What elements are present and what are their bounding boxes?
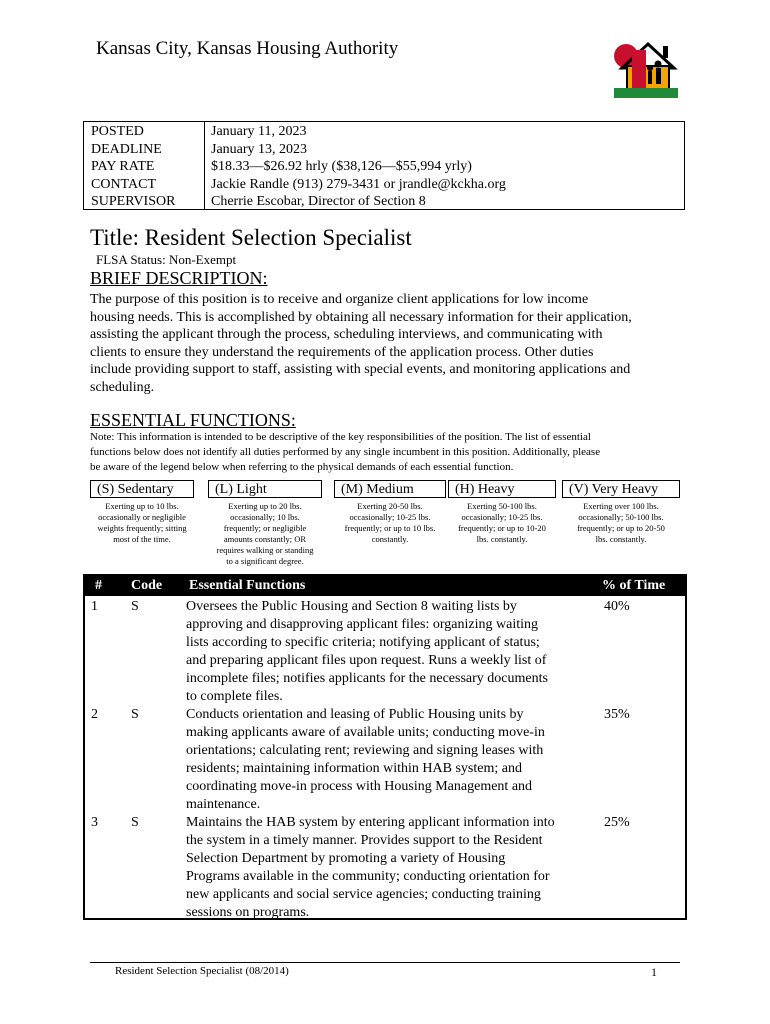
organization-name: Kansas City, Kansas Housing Authority	[96, 38, 399, 59]
legend-heavy	[448, 480, 556, 545]
header-code: Code	[131, 578, 163, 593]
value-contact: Jackie Randle (913) 279-3431 or jrandle@kckha.org	[211, 176, 506, 192]
info-divider	[204, 122, 205, 209]
job-info-box	[83, 121, 685, 210]
legend-desc-line: weights frequently; sitting	[97, 523, 187, 533]
legend-desc	[334, 501, 446, 545]
legend-desc-line: constantly.	[371, 534, 409, 544]
legend-label: (S) Sedentary	[90, 480, 194, 498]
flsa-status: FLSA Status: Non-Exempt	[96, 252, 237, 267]
legend-label: (H) Heavy	[448, 480, 556, 498]
note-line: Note: This information is intended to be descriptive of the key responsibilities of the position. The list of essential	[90, 431, 591, 443]
desc-line: making applicants aware of available units; conducting move-in	[186, 725, 545, 740]
essential-note	[90, 430, 690, 475]
legend-label: (L) Light	[208, 480, 322, 498]
brief-line: clients to ensure they understand the requirements of the application process. Other duties	[90, 344, 594, 360]
desc-line: lists according to specific criteria; notifying applicant of status;	[186, 635, 540, 650]
desc-line: Maintains the HAB system by entering applicant information into	[186, 815, 555, 830]
desc-line: incomplete files; notifies applicants for the necessary documents	[186, 671, 548, 686]
brief-line: The purpose of this position is to receive and organize client applications for low income	[90, 292, 589, 307]
row-number: 3	[91, 815, 98, 830]
desc-line: maintenance.	[186, 797, 261, 812]
legend-desc-line: frequently; or up to 20-50	[577, 523, 665, 533]
legend-desc	[448, 501, 556, 545]
brief-description-heading: BRIEF DESCRIPTION:	[90, 268, 268, 288]
brief-description-text	[90, 291, 690, 396]
desc-line: orientations; calculating rent; reviewing and signing leases with	[186, 743, 544, 758]
page-number: 1	[651, 965, 657, 979]
footer-rule	[90, 962, 680, 963]
legend-desc-line: Exerting 20-50 lbs.	[357, 501, 423, 511]
value-deadline: January 13, 2023	[211, 141, 308, 157]
house-family-logo-icon	[612, 38, 680, 100]
value-posted: January 11, 2023	[211, 124, 307, 139]
label-deadline: DEADLINE	[91, 141, 162, 157]
value-supervisor: Cherrie Escobar, Director of Section 8	[211, 194, 426, 210]
desc-line: the system in a timely manner. Provides support to the Resident	[186, 833, 543, 848]
legend-desc-line: to a significant degree.	[226, 556, 304, 566]
brief-line: assisting the applicant through the process, scheduling interviews, and communicating with	[90, 327, 603, 342]
legend-desc-line: occasionally or negligible	[98, 512, 186, 522]
legend-desc-line: Exerting over 100 lbs.	[583, 501, 659, 511]
desc-line: Selection Department by promoting a variety of Housing	[186, 851, 506, 866]
legend-desc-line: occasionally; 10 lbs.	[230, 512, 300, 522]
job-title: Title: Resident Selection Specialist	[90, 225, 412, 250]
row-code: S	[131, 815, 139, 830]
footer-text: Resident Selection Specialist (08/2014)	[115, 965, 289, 977]
legend-label: (M) Medium	[334, 480, 446, 498]
legend-desc-line: frequently; or up to 10-20	[458, 523, 546, 533]
label-contact: CONTACT	[91, 176, 156, 192]
legend-desc-line: occasionally; 10-25 lbs.	[349, 512, 431, 522]
legend-desc-line: requires walking or standing	[216, 545, 314, 555]
desc-line: Oversees the Public Housing and Section 8 waiting lists by	[186, 599, 517, 614]
desc-line: approving and disapproving applicant files: organizing waiting	[186, 617, 538, 632]
essential-functions-heading: ESSENTIAL FUNCTIONS:	[90, 410, 296, 430]
header-percent: % of Time	[602, 578, 666, 593]
desc-line: Programs available in the community; conducting orientation for	[186, 869, 550, 884]
legend-desc-line: occasionally; 10-25 lbs.	[461, 512, 543, 522]
row-number: 2	[91, 707, 98, 722]
legend-desc	[208, 501, 322, 567]
legend-desc-line: frequently; or up to 10 lbs.	[344, 523, 436, 533]
legend-desc	[562, 501, 680, 545]
header-number: #	[95, 578, 102, 593]
legend-light	[208, 480, 322, 567]
legend-desc-line: frequently; or negligible	[223, 523, 307, 533]
row-percent: 40%	[604, 599, 630, 614]
desc-line: Conducts orientation and leasing of Public Housing units by	[186, 707, 524, 722]
info-labels	[91, 123, 175, 211]
desc-line: new applicants and social service agencies; conducting training	[186, 887, 541, 902]
desc-line: residents; maintaining information within HAB system; and	[186, 761, 522, 776]
value-pay-rate: $18.33—$26.92 hrly ($38,126—$55,994 yrly)	[211, 159, 472, 175]
table-header	[85, 576, 685, 596]
row-code: S	[131, 707, 139, 722]
note-line: be aware of the legend below when referring to the physical demands of each essential function.	[90, 461, 514, 473]
legend-desc-line: occasionally; 50-100 lbs.	[578, 512, 664, 522]
legend-desc-line: most of the time.	[113, 534, 171, 544]
header-functions: Essential Functions	[189, 578, 306, 593]
legend-desc	[90, 501, 194, 545]
note-line: functions below does not identify all duties performed by any single incumbent in this position. Additionally, please	[90, 446, 601, 458]
brief-line: include providing support to staff, assisting with special events, and monitoring applications and	[90, 362, 631, 377]
legend-desc-line: lbs. constantly.	[476, 534, 528, 544]
legend-label: (V) Very Heavy	[562, 480, 680, 498]
legend-medium	[334, 480, 446, 545]
desc-line: sessions on programs.	[186, 905, 310, 920]
legend-desc-line: lbs. constantly.	[595, 534, 647, 544]
legend-desc-line: Exerting 50-100 lbs.	[467, 501, 537, 511]
desc-line: and preparing applicant files upon request. Runs a weekly list of	[186, 653, 547, 668]
info-values	[211, 123, 506, 211]
brief-line: housing needs. This is accomplished by obtaining all necessary information for their application,	[90, 309, 632, 325]
legend-desc-line: amounts constantly; OR	[223, 534, 307, 544]
desc-line: to complete files.	[186, 689, 283, 704]
row-percent: 25%	[604, 815, 630, 830]
row-description	[186, 598, 582, 706]
legend-very-heavy	[562, 480, 680, 545]
essential-functions-table	[83, 574, 687, 920]
row-description	[186, 706, 582, 814]
row-description	[186, 814, 582, 922]
legend-desc-line: Exerting up to 20 lbs.	[228, 501, 302, 511]
row-number: 1	[91, 599, 98, 614]
legend-desc-line: Exerting up to 10 lbs.	[105, 501, 179, 511]
label-supervisor: SUPERVISOR	[91, 194, 176, 210]
desc-line: coordinating move-in process with Housing Management and	[186, 779, 533, 794]
label-pay-rate: PAY RATE	[91, 159, 155, 175]
legend-sedentary	[90, 480, 194, 545]
label-posted: POSTED	[91, 124, 144, 139]
row-code: S	[131, 599, 139, 614]
row-percent: 35%	[604, 707, 630, 722]
brief-line: scheduling.	[90, 379, 155, 395]
